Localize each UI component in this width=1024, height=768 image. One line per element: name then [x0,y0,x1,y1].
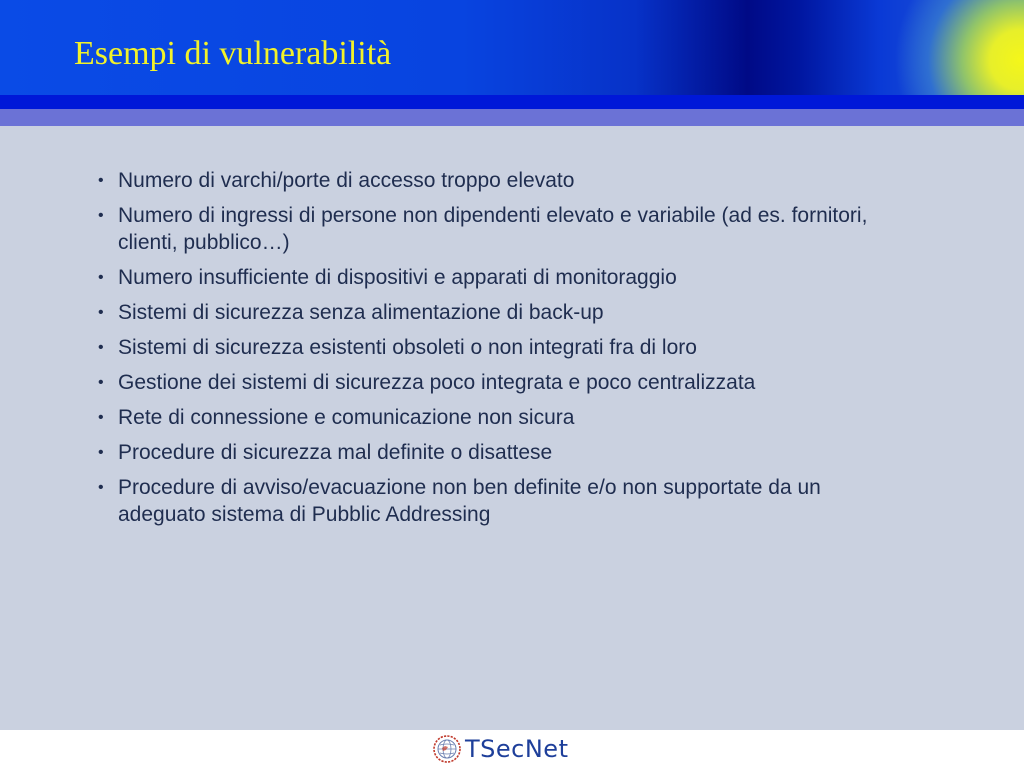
bullet-list [98,167,910,536]
globe-seal-icon [432,734,462,764]
bullet-text: Numero insufficiente di dispositivi e apparati di monitoraggio [118,266,677,289]
bullet-item [98,202,910,256]
bullet-marker: • [98,172,104,189]
bullet-text: Procedure di avviso/evacuazione non ben definite e/o non supportate da un adeguato sistema di Pubblic Addressing [118,476,821,526]
bullet-item [98,404,910,431]
bullet-item [98,439,910,466]
logo-text: TSecNet [465,735,569,763]
bullet-marker: • [98,207,104,224]
header-band-dark [0,95,1024,109]
bullet-marker: • [98,339,104,356]
bullet-text: Procedure di sicurezza mal definite o disattese [118,441,553,464]
bullet-text: Numero di varchi/porte di accesso troppo elevato [118,169,575,192]
bullet-text: Sistemi di sicurezza esistenti obsoleti o non integrati fra di loro [118,336,697,359]
bullet-marker: • [98,269,104,286]
header-banner [0,0,1024,95]
bullet-marker: • [98,409,104,426]
slide-title: Esempi di vulnerabilità [74,35,392,72]
bullet-marker: • [98,374,104,391]
bullet-item [98,167,910,194]
bullet-item [98,369,910,396]
bullet-text: Gestione dei sistemi di sicurezza poco integrata e poco centralizzata [118,371,756,394]
bullet-item [98,299,910,326]
bullet-text: Rete di connessione e comunicazione non sicura [118,406,575,429]
bullet-marker: • [98,444,104,461]
bullet-item [98,264,910,291]
tsecnet-logo [432,733,568,765]
bullet-item [98,334,910,361]
bullet-item [98,474,910,528]
bullet-marker: • [98,479,104,496]
bullet-text: Numero di ingressi di persone non dipendenti elevato e variabile (ad es. fornitori, clienti, pubblico…) [118,204,868,254]
header-band-light [0,109,1024,126]
bullet-marker: • [98,304,104,321]
bullet-text: Sistemi di sicurezza senza alimentazione di back-up [118,301,604,324]
